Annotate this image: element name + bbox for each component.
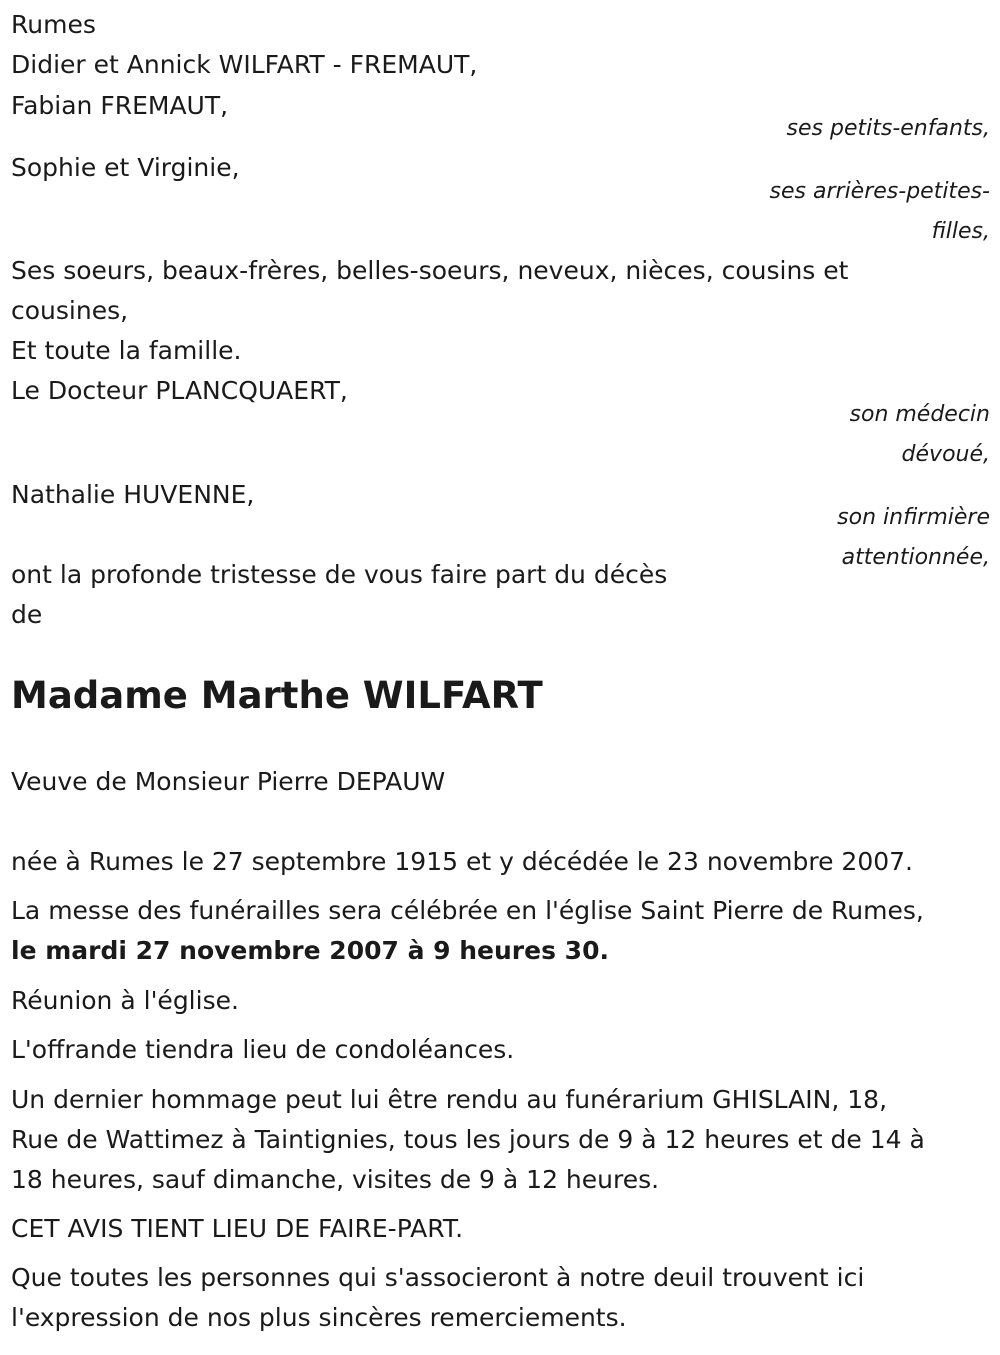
offering-line: L'offrande tiendra lieu de condoléances. xyxy=(11,1035,515,1064)
role-nurse-1: son infirmière xyxy=(837,505,990,530)
tribute-line-1: Un dernier hommage peut lui être rendu au funérarium GHISLAIN, 18, xyxy=(11,1085,888,1114)
doctor-line: Le Docteur PLANCQUAERT, xyxy=(11,376,348,405)
role-nurse-2: attentionnée, xyxy=(841,545,990,570)
family-line-3: Sophie et Virginie, xyxy=(11,153,240,182)
tribute-line-3: 18 heures, sauf dimanche, visites de 9 à 12 heures. xyxy=(11,1165,660,1194)
role-doctor-2: dévoué, xyxy=(901,442,990,467)
tribute-line-2: Rue de Wattimez à Taintignies, tous les jours de 9 à 12 heures et de 14 à xyxy=(11,1125,925,1154)
birth-death-line: née à Rumes le 27 septembre 1915 et y décédée le 23 novembre 2007. xyxy=(11,847,913,876)
family-line-2: Fabian FREMAUT, xyxy=(11,91,229,120)
role-great-grandchildren-1: ses arrières-petites- xyxy=(769,179,990,204)
thanks-line-2: l'expression de nos plus sincères remerciements. xyxy=(11,1303,627,1332)
deceased-name: Madame Marthe WILFART xyxy=(11,674,543,717)
widow-of-line: Veuve de Monsieur Pierre DEPAUW xyxy=(11,767,446,796)
role-grandchildren: ses petits-enfants, xyxy=(786,116,990,141)
announcement-line-1: ont la profonde tristesse de vous faire part du décès xyxy=(11,560,668,589)
relatives-line-1: Ses soeurs, beaux-frères, belles-soeurs, neveux, nièces, cousins et xyxy=(11,256,849,285)
avis-line: CET AVIS TIENT LIEU DE FAIRE-PART. xyxy=(11,1214,464,1243)
meeting-line: Réunion à l'église. xyxy=(11,986,239,1015)
mass-date-line: le mardi 27 novembre 2007 à 9 heures 30. xyxy=(11,936,609,965)
nurse-line: Nathalie HUVENNE, xyxy=(11,480,255,509)
role-great-grandchildren-2: filles, xyxy=(931,219,990,244)
mass-line-1: La messe des funérailles sera célébrée en l'église Saint Pierre de Rumes, xyxy=(11,896,924,925)
family-line-1: Didier et Annick WILFART - FREMAUT, xyxy=(11,50,478,79)
relatives-line-2: cousines, xyxy=(11,296,129,325)
role-doctor-1: son médecin xyxy=(849,402,990,427)
thanks-line-1: Que toutes les personnes qui s'associeront à notre deuil trouvent ici xyxy=(11,1263,865,1292)
place-name: Rumes xyxy=(11,10,96,39)
announcement-line-2: de xyxy=(11,600,43,629)
relatives-line-3: Et toute la famille. xyxy=(11,336,242,365)
